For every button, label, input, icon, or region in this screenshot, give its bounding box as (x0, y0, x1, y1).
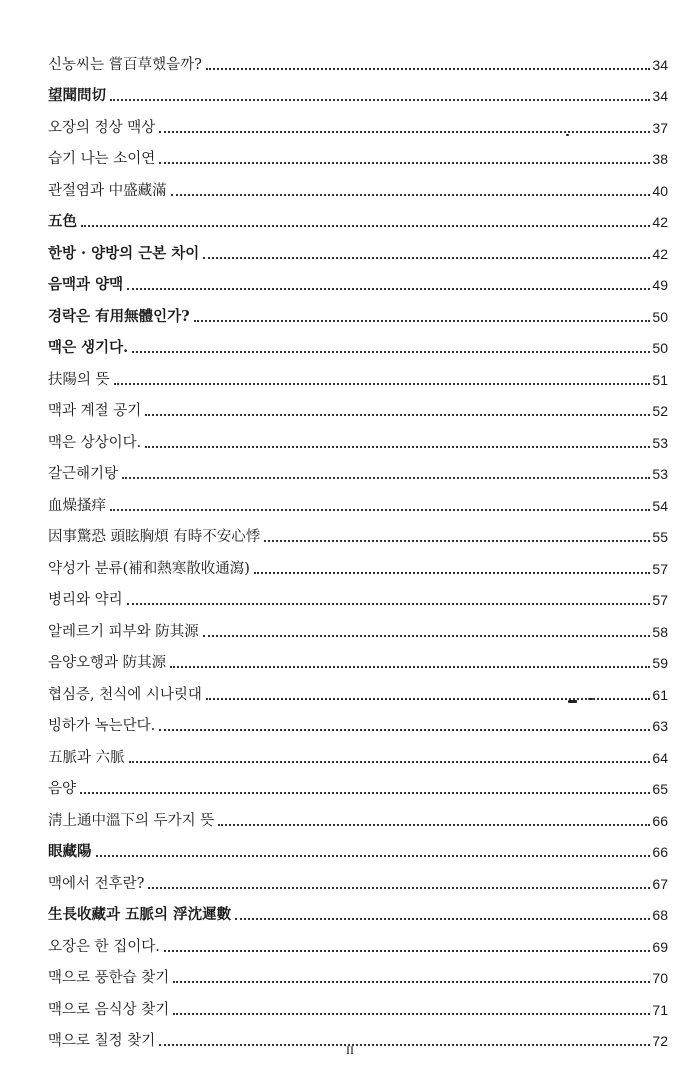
dot-leader (206, 698, 651, 700)
toc-entry (48, 515, 668, 547)
toc-entry (48, 704, 668, 736)
toc-entry-page: 42 (652, 245, 668, 262)
toc-entry-title: 갈근해기탕 (48, 466, 119, 482)
toc-entry (48, 798, 668, 830)
dot-leader (122, 477, 650, 479)
dot-leader (110, 509, 650, 511)
dot-leader (235, 918, 650, 920)
toc-entry-title: 경락은 有用無體인가? (48, 307, 190, 325)
toc-entry-title: 음양 (48, 781, 77, 797)
toc-entry-page: 59 (652, 655, 668, 671)
toc-entry (48, 956, 668, 988)
toc-entry-title: 因事驚恐 頭眩胸煩 有時不安心悸 (48, 529, 261, 545)
dot-leader (129, 761, 651, 763)
scan-speck (566, 134, 569, 136)
toc-entry-title: 眼藏陽 (48, 843, 92, 860)
toc-entry-title: 맥으로 풍한습 찾기 (48, 970, 170, 986)
toc-entry (48, 767, 668, 799)
dot-leader (203, 635, 651, 637)
dot-leader (171, 194, 651, 196)
toc-entry-page: 69 (652, 938, 668, 955)
toc-entry-page: 70 (652, 970, 668, 986)
toc-entry (48, 483, 668, 515)
toc-entry-title: 五色 (48, 213, 77, 230)
toc-entry-title: 望聞問切 (48, 87, 106, 104)
toc-entry-page: 54 (652, 497, 668, 514)
toc-entry (48, 105, 668, 137)
dot-leader (170, 666, 650, 668)
toc-entry-page: 42 (652, 214, 668, 230)
dot-leader (127, 288, 650, 290)
toc-entry (48, 546, 668, 578)
dot-leader (96, 855, 651, 857)
toc-entry-title: 맥으로 음식상 찾기 (48, 1001, 170, 1018)
toc-entry-title: 生長收藏과 五脈의 浮沈遲數 (48, 906, 232, 923)
toc-entry-page: 51 (652, 371, 668, 388)
dot-leader (132, 351, 650, 353)
toc-entry-title: 신농씨는 嘗百草했을까? (48, 56, 202, 73)
toc-entry (48, 74, 668, 106)
toc-entry-title: 빙하가 녹는단다. (48, 718, 156, 734)
toc-entry-page: 55 (652, 529, 668, 545)
toc-entry-title: 맥으로 칠정 찾기 (48, 1033, 156, 1049)
toc-entry-title: 한방 · 양방의 근본 차이 (48, 244, 200, 262)
toc-entry-page: 58 (652, 623, 668, 640)
toc-entry (48, 893, 668, 925)
toc-entry-page: 37 (652, 119, 668, 136)
toc-entry (48, 200, 668, 232)
toc-entry-page: 53 (652, 466, 668, 482)
toc-entry-page: 57 (652, 560, 668, 577)
toc-entry (48, 168, 668, 200)
toc-entry-title: 음양오행과 防其源 (48, 655, 167, 671)
toc-entry-title: 협심증, 천식에 시나릿대 (48, 686, 202, 703)
toc-entry (48, 231, 668, 263)
dot-leader (145, 414, 650, 416)
toc-entry-page: 65 (652, 781, 668, 797)
table-of-contents (48, 42, 668, 1050)
toc-entry-title: 血燥搔痒 (48, 497, 106, 514)
toc-entry (48, 735, 668, 767)
toc-entry (48, 830, 668, 862)
toc-entry-page: 72 (652, 1033, 668, 1049)
toc-entry (48, 672, 668, 704)
toc-entry-page: 64 (652, 749, 668, 766)
toc-entry (48, 42, 668, 74)
toc-entry-page: 50 (652, 308, 668, 325)
toc-entry-title: 맥과 계절 공기 (48, 403, 142, 419)
dot-leader (159, 131, 650, 133)
dot-leader (110, 99, 650, 101)
toc-entry-page: 34 (652, 56, 668, 73)
toc-entry-title: 맥은 상상이다. (48, 434, 142, 451)
toc-entry-page: 66 (652, 812, 668, 829)
scan-speck (568, 700, 577, 703)
toc-entry (48, 924, 668, 956)
toc-entry-page: 50 (652, 340, 668, 356)
toc-entry-page: 63 (652, 718, 668, 734)
dot-leader (159, 162, 650, 164)
scan-speck (588, 698, 593, 700)
toc-entry-title: 관절염과 中盛藏滿 (48, 182, 167, 199)
toc-entry (48, 137, 668, 169)
toc-entry-title: 五脈과 六脈 (48, 749, 125, 766)
toc-entry-page: 71 (652, 1001, 668, 1018)
toc-entry (48, 357, 668, 389)
toc-entry-page: 52 (652, 403, 668, 419)
dot-leader (145, 446, 650, 448)
toc-entry-title: 맥에서 전후란? (48, 875, 145, 892)
toc-entry (48, 452, 668, 484)
toc-entry (48, 263, 668, 295)
page-number: II (346, 1043, 354, 1057)
toc-entry (48, 578, 668, 610)
dot-leader (218, 824, 650, 826)
dot-leader (164, 950, 651, 952)
toc-entry-title: 병리와 약리 (48, 592, 123, 608)
toc-entry-page: 66 (652, 844, 668, 860)
dot-leader (194, 320, 651, 322)
dot-leader (81, 225, 650, 227)
dot-leader (173, 1013, 650, 1015)
dot-leader (127, 603, 651, 605)
toc-entry (48, 641, 668, 673)
toc-entry (48, 326, 668, 358)
toc-entry-title: 扶陽의 뜻 (48, 371, 110, 388)
toc-entry-title: 알레르기 피부와 防其源 (48, 623, 199, 640)
dot-leader (203, 257, 650, 259)
dot-leader (264, 540, 650, 542)
dot-leader (114, 383, 651, 385)
toc-entry-title: 淸上通中溫下의 두가지 뜻 (48, 812, 215, 829)
dot-leader (159, 729, 650, 731)
toc-entry-page: 40 (652, 182, 668, 199)
dot-leader (173, 981, 650, 983)
dot-leader (254, 572, 650, 574)
toc-entry-title: 습기 나는 소이연 (48, 151, 156, 167)
toc-entry-title: 오장은 한 집이다. (48, 938, 160, 955)
toc-entry (48, 987, 668, 1019)
toc-entry-title: 음맥과 양맥 (48, 276, 124, 293)
toc-entry-page: 49 (652, 277, 668, 293)
toc-entry-page: 34 (652, 88, 668, 104)
toc-entry-page: 53 (652, 434, 668, 451)
toc-entry (48, 861, 668, 893)
dot-leader (148, 887, 650, 889)
toc-entry-page: 67 (652, 875, 668, 892)
toc-entry (48, 609, 668, 641)
toc-entry-title: 오장의 정상 맥상 (48, 119, 156, 136)
toc-entry (48, 294, 668, 326)
toc-entry-title: 맥은 생기다. (48, 339, 129, 356)
dot-leader (80, 792, 650, 794)
toc-entry-page: 57 (652, 592, 668, 608)
toc-entry-page: 68 (652, 907, 668, 923)
toc-entry (48, 389, 668, 421)
toc-entry-page: 61 (652, 686, 668, 703)
toc-entry-page: 38 (652, 151, 668, 167)
toc-entry (48, 420, 668, 452)
dot-leader (206, 68, 650, 70)
toc-entry-title: 약성가 분류(補和熱寒散收通瀉) (48, 560, 250, 577)
